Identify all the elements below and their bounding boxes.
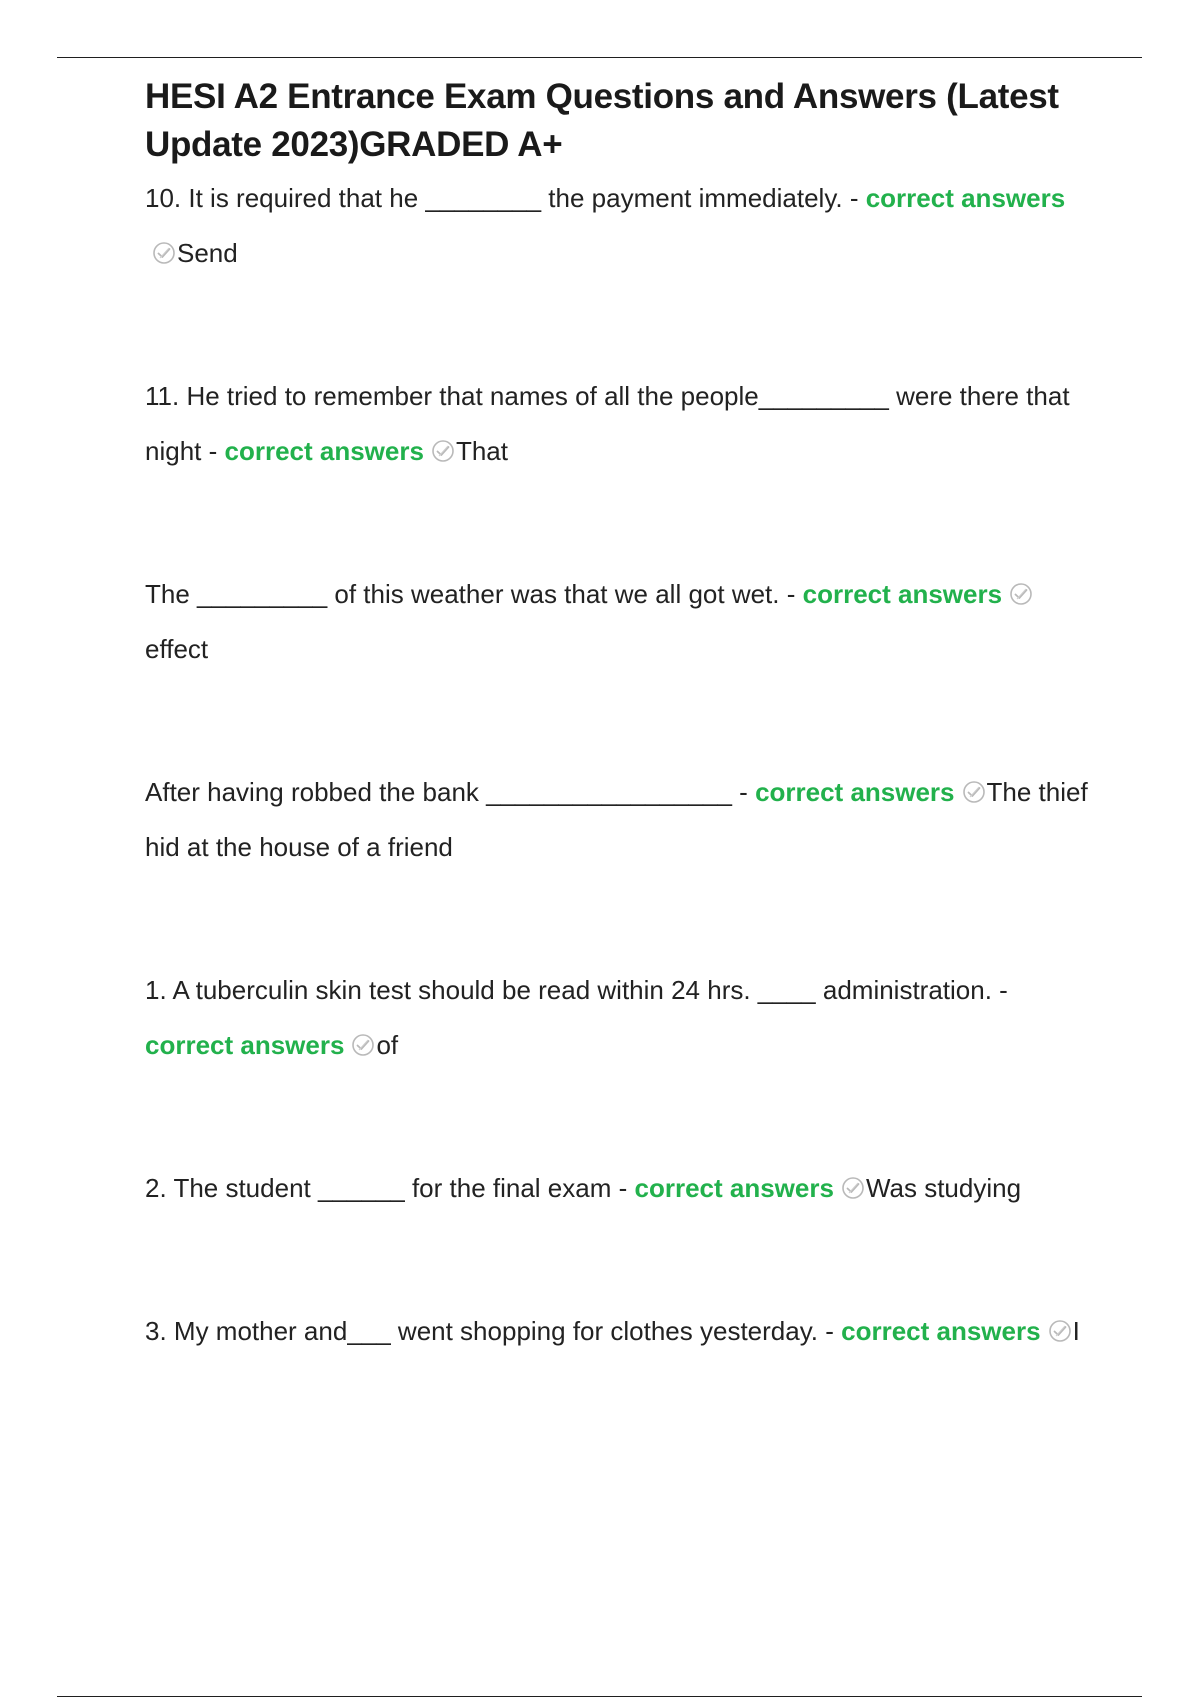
check-circle-icon [152, 241, 176, 265]
question-text: 2. The student ______ for the final exam - [145, 1173, 635, 1203]
check-circle-icon [1048, 1319, 1072, 1343]
question-text: The _________ of this weather was that we all got wet. - [145, 579, 803, 609]
check-circle-icon [841, 1176, 865, 1200]
check-circle-icon [351, 1033, 375, 1057]
answer-marker: correct answers [224, 436, 424, 466]
question-text: 10. It is required that he ________ the payment immediately. - [145, 183, 866, 213]
answer-text: Was studying [865, 1173, 1022, 1203]
answer-marker: correct answers [841, 1316, 1041, 1346]
answer-marker: correct answers [145, 1030, 345, 1060]
answer-marker: correct answers [634, 1173, 834, 1203]
answer-text: effect [145, 634, 209, 664]
answer-text: I [1072, 1316, 1080, 1346]
answer-marker: correct answers [802, 579, 1003, 609]
document-title: HESI A2 Entrance Exam Questions and Answers (Latest Update 2023)GRADED A+ [145, 77, 1059, 164]
bottom-divider [57, 1696, 1142, 1697]
question-text: 3. My mother and___ went shopping for clothes yesterday. - [145, 1316, 842, 1346]
question-text: 1. A tuberculin skin test should be read within 24 hrs. ____ administration. - [145, 975, 1008, 1005]
qa-item [145, 369, 1095, 479]
answer-marker: correct answers [755, 777, 955, 807]
qa-item [145, 765, 1095, 875]
qa-item [145, 1161, 1095, 1216]
answer-text: Send [177, 238, 238, 268]
answer-text: That [455, 436, 508, 466]
qa-item [145, 171, 1095, 281]
check-circle-icon [431, 439, 455, 463]
answer-text: The thief hid at the house of a friend [145, 777, 1088, 862]
qa-item [145, 1304, 1095, 1359]
top-divider [57, 57, 1142, 58]
document-body [145, 73, 1095, 1359]
qa-item [145, 963, 1095, 1073]
qa-item [145, 567, 1095, 677]
answer-marker: correct answers [865, 183, 1066, 213]
check-circle-icon [1009, 582, 1033, 606]
question-text: After having robbed the bank _________________ - [145, 777, 756, 807]
answer-text: of [376, 1030, 399, 1060]
qa-list [145, 171, 1095, 1359]
question-text: 11. He tried to remember that names of all the people_________ were there that night - [145, 381, 1070, 466]
check-circle-icon [962, 780, 986, 804]
